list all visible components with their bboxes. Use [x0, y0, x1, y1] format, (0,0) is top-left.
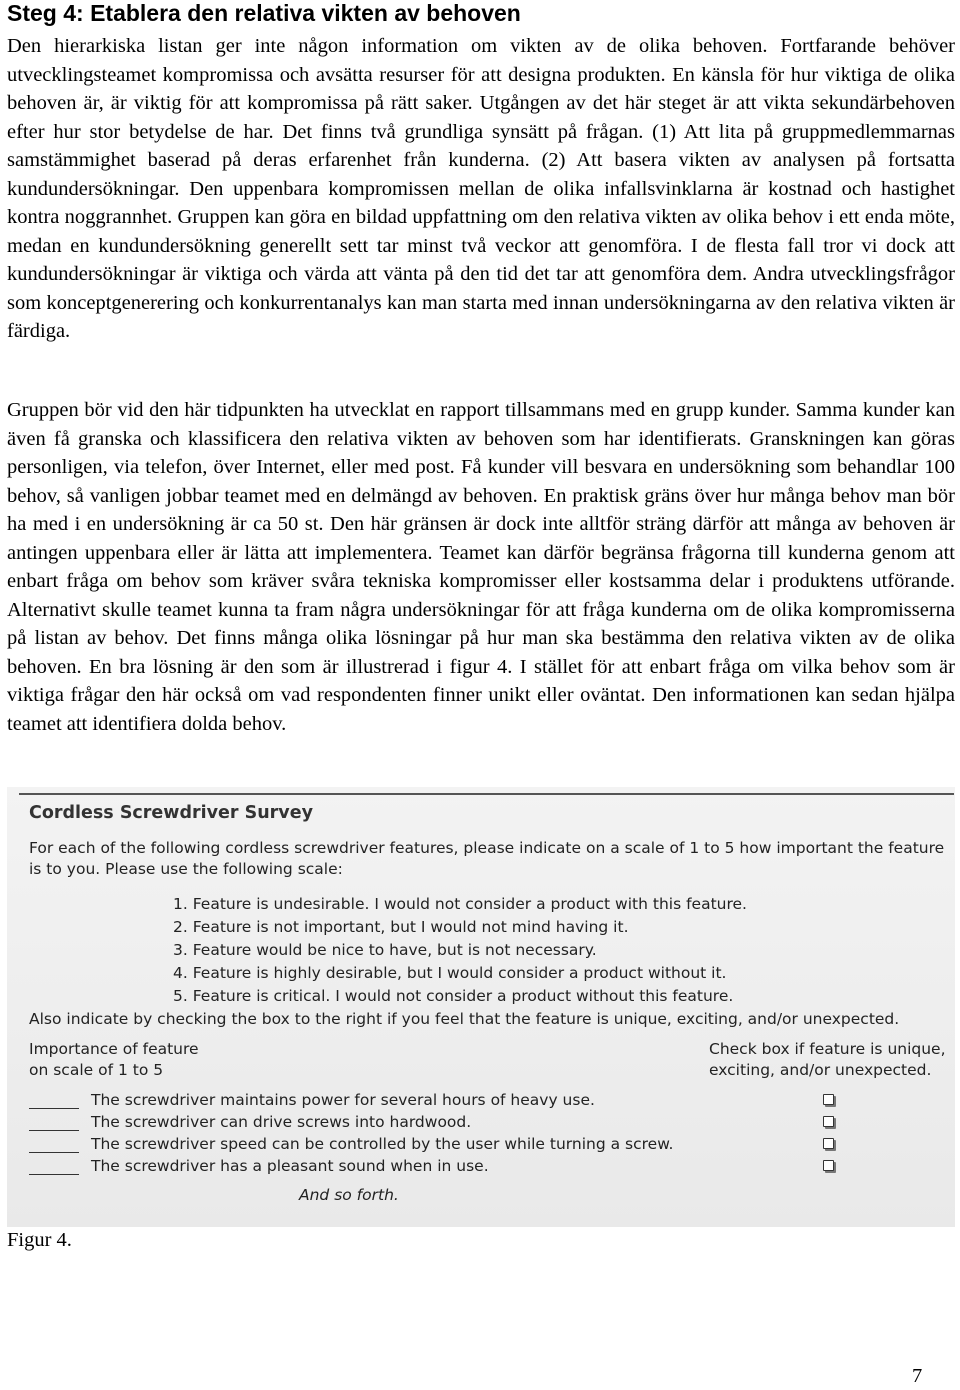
checkbox-label-line2: exciting, and/or unexpected. [709, 1061, 932, 1079]
importance-label-line2: on scale of 1 to 5 [29, 1061, 164, 1079]
checkbox-label-line1: Check box if feature is unique, [709, 1040, 946, 1058]
feature-item: The screwdriver speed can be controlled by the user while turning a screw. [91, 1135, 674, 1153]
feature-item: The screwdriver can drive screws into hardwood. [91, 1113, 472, 1131]
scale-item-4: 4. Feature is highly desirable, but I would consider a product without it. [173, 964, 727, 982]
figure-top-rule [19, 793, 954, 795]
importance-blank[interactable] [29, 1130, 79, 1131]
importance-blank[interactable] [29, 1108, 79, 1109]
unique-checkbox[interactable] [823, 1160, 834, 1171]
unique-checkbox[interactable] [823, 1116, 834, 1127]
scale-item-2: 2. Feature is not important, but I would not mind having it. [173, 918, 629, 936]
scale-item-3: 3. Feature would be nice to have, but is not necessary. [173, 941, 597, 959]
scale-item-1: 1. Feature is undesirable. I would not consider a product with this feature. [173, 895, 747, 913]
page-number: 7 [912, 1365, 923, 1387]
and-so-forth-text: And so forth. [299, 1186, 399, 1204]
unique-checkbox[interactable] [823, 1138, 834, 1149]
paragraph-1: Den hierarkiska listan ger inte någon information om vikten av de olika behoven. Fortfarande behöver utvecklingsteamet kompromissa och avsätta resurser för att designa produkten. En känsla för hur viktiga de olika behoven är, är viktig för att kompromissa på rätt saker. Utgången av det här steget är att vikta sekundärbehoven efter hur stor betydelse de har. Det finns två grundliga synsätt på frågan. (1) Att lita på gruppmedlemmarnas samstämmighet baserad på deras erfarenhet från kunderna. (2) Att basera vikten av analysen på fortsatta kundundersökningar. Den uppenbara kompromissen mellan de olika infallsvinklarna är kostnad och hastighet kontra noggrannhet. Gruppen kan göra en bildad uppfattning om den relativa vikten av olika behov i ett enda möte, medan en kundundersökning generellt sett tar minst två veckor att genomföra. I de flesta fall tror vi dock att kundundersökningar är viktiga och värda att vänta på den tid det tar att genomföra dem. Andra utvecklingsfrågor som konceptgenerering och konkurrentanalys kan man starta med innan undersökningarna av den relativa vikten är färdiga. [7, 35, 955, 342]
feature-item: The screwdriver has a pleasant sound when in use. [91, 1157, 489, 1175]
paragraph-2: Gruppen bör vid den här tidpunkten ha utvecklat en rapport tillsammans med en grupp kunder. Samma kunder kan även få granska och klassificera den relativa vikten av behoven som har identifierats. Granskningen kan göras personligen, via telefon, över Internet, eller med post. Få kunder vill besvara en undersökning som behandlar 100 behov, så vanligen jobbar teamet med en delmängd av behoven. En praktisk gräns över hur många behov man bör ha med i en undersökning är ca 50 st. Den här gränsen är dock inte alltför sträng därför att många av behoven är antingen uppenbara eller är lätta att implementera. Teamet kan därför begränsa frågorna till kunderna genom att enbart fråga om behov som kräver svåra tekniska kompromisser eller kostsamma delar i produktens utförande. Alternativt skulle teamet kunna ta fram några undersökningar för att fråga kunderna om de olika kompromisserna på listan av behov. Det finns många olika lösningar på hur man ska bestämma den relativa vikten av de olika behoven. En bra lösning är den som är illustrerad i figur 4. I stället för att enbart fråga om vilka behov som är viktiga frågar den här också om vad respondenten finner unikt eller oväntat. Den informationen kan sedan hjälpa teamet att identifiera dolda behov. [7, 399, 955, 735]
scale-item-5: 5. Feature is critical. I would not consider a product without this feature. [173, 987, 734, 1005]
also-indicate-text: Also indicate by checking the box to the right if you feel that the feature is unique, exciting, and/or unexpected. [29, 1010, 900, 1028]
survey-instructions-line1: For each of the following cordless screwdriver features, please indicate on a scale of 1 to 5 how important the feature [29, 839, 945, 857]
survey-instructions-line2: is to you. Please use the following scale: [29, 860, 343, 878]
figure-caption: Figur 4. [7, 1229, 72, 1251]
feature-item: The screwdriver maintains power for several hours of heavy use. [91, 1091, 595, 1109]
survey-title: Cordless Screwdriver Survey [29, 803, 313, 823]
survey-figure [7, 787, 955, 1227]
importance-blank[interactable] [29, 1174, 79, 1175]
importance-blank[interactable] [29, 1152, 79, 1153]
section-heading: Steg 4: Etablera den relativa vikten av behoven [7, 0, 521, 26]
unique-checkbox[interactable] [823, 1094, 834, 1105]
importance-label-line1: Importance of feature [29, 1040, 199, 1058]
